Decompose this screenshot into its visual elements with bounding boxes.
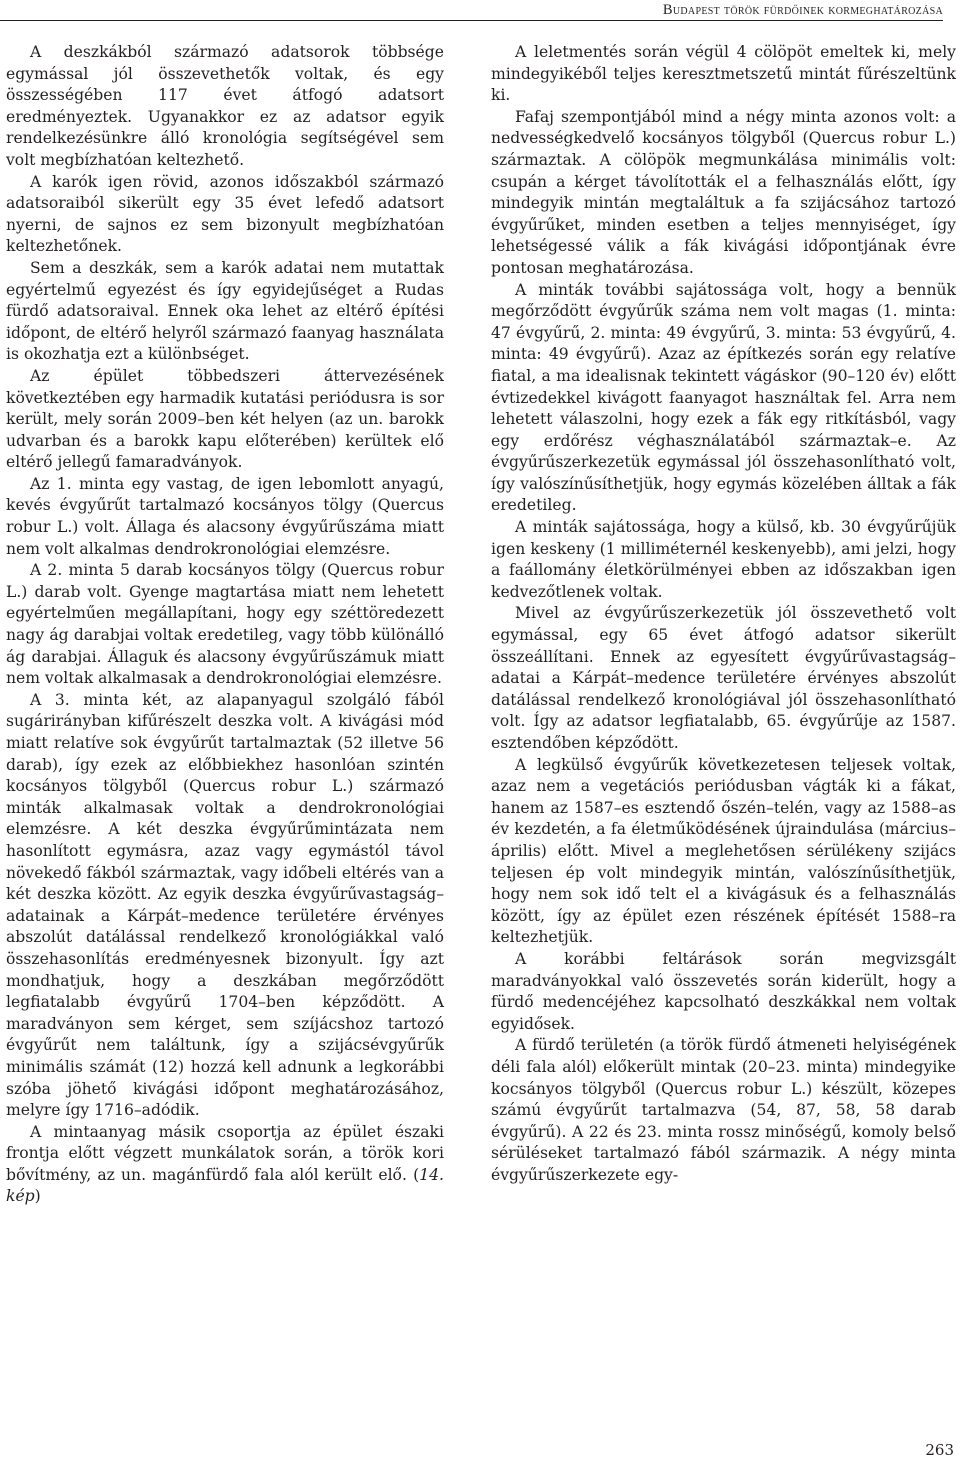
paragraph: A 2. minta 5 darab kocsányos tölgy (Quercus robur L.) darab volt. Gyenge magtartása miatt nem lehetett egyértelműen megállapítani, hogy egy széttöredezett nagy ág darabjai voltak eredetileg, vagy több különálló ág darabjai. Állaguk és alacsony évgyűrűszámuk miatt nem voltak alkalmasak a dendrokronológiai elemzésre.: [6, 561, 444, 688]
paragraph: Az 1. minta egy vastag, de igen lebomlott anyagú, kevés évgyűrűt tartalmazó kocsányos tölgy (Quercus robur L.) volt. Állaga és alacsony évgyűrűszáma miatt nem volt alkalmas dendrokronológiai elemzésre.: [6, 474, 444, 558]
paragraph: A fürdő területén (a török fürdő átmeneti helyiségének déli fala alól) előkerült mintak (20–23. minta) mindegyike kocsányos tölgyből (Quercus robur L.) készült, közepes számú évgyűrűt tartalmazva (54, 87, 58, 58 darab évgyűrű). A 22 és 23. minta rossz minőségű, komoly belső sérüléseket tartalmazó fából származik. A négy minta évgyűrűszerkezete egy-: [491, 1036, 956, 1184]
paragraph: A korábbi feltárások során megvizsgált maradványokkal való összevetés során kiderült, hogy a fürdő medencéjéhez kapcsolható deszkákkal nem voltak egyidősek.: [491, 949, 956, 1033]
right-column: [491, 42, 956, 1186]
paragraph: A karók igen rövid, azonos időszakból származó adatsoraiból sikerült egy 35 évet lefedő adatsort nyerni, de sajnos ez sem bizonyult megbízhatóan keltezhetőnek.: [6, 172, 444, 256]
paragraph: A minták további sajátossága volt, hogy a bennük megőrződött évgyűrűk száma nem volt magas (1. minta: 47 évgyűrű, 2. minta: 49 évgyűrű, 3. minta: 53 évgyűrű, 4. minta: 49 évgyűrű). Azaz az építkezés során egy relatíve fiatal, a ma idealisnak tekintett vágáskor (90–120 év) előtt évtizedekkel kivágott faanyagot használtak fel. Arra nem lehetett válaszolni, hogy ezek a fák egy ritkításból, vagy egy erdőrész véghasználatából származtak–e. Az évgyűrűszerkezetük egymással jól összehasonlítható volt, így valószínűsíthetjük, hogy egymás közelében álltak a fák eredetileg.: [491, 280, 956, 515]
paragraph: A deszkákból származó adatsorok többsége egymással jól összevethetők voltak, és egy összességében 117 évet átfogó adatsort eredményeztek. Ugyanakkor ez az adatsor egyik rendelkezésünkre álló kronológia segítségével sem volt megbízhatóan keltezhető.: [6, 43, 444, 169]
figure-ref-open: (: [413, 1165, 420, 1184]
running-title: Budapest török fürdőinek kormeghatározása: [662, 2, 943, 18]
running-header: [0, 2, 943, 21]
paragraph: A minták sajátossága, hogy a külső, kb. 30 évgyűrűjük igen keskeny (1 milliméternél keskenyebb), ami jelzi, hogy a faállomány életkörülményei ebben az időszakban igen kedvezőtlenek voltak.: [491, 518, 956, 601]
figure-ref-close: ): [34, 1187, 41, 1206]
paragraph-text: A mintaanyag másik csoportja az épület északi frontja előtt végzett munkálatok során, a török kori bővítmény, az un. magánfürdő fala alól került elő.: [6, 1122, 444, 1184]
paragraph-with-figure-ref: [6, 1122, 444, 1208]
paragraph: Az épület többedszeri áttervezésének következtében egy harmadik kutatási periódusra is sor került, mely során 2009–ben két helyen (az un. barokk udvarban és a barokk kapu előterében) kerültek elő eltérő jellegű famaradványok.: [6, 366, 444, 472]
paragraph: Fafaj szempontjából mind a négy minta azonos volt: a nedvességkedvelő kocsányos tölgyből (Quercus robur L.) származtak. A cölöpök megmunkálása minimális volt: csupán a kérget távolították el a felhasználás előtt, így mindegyik mintán megtaláltuk a fa szijácsához tartozó évgyűrűket, minden esetben a teljes mennyiséget, így lehetségessé válik a fák kivágási időpontjának évre pontosan meghatározása.: [491, 107, 956, 277]
figure-reference: 14. kép: [6, 1165, 444, 1206]
paragraph: A 3. minta két, az alapanyagul szolgáló fából sugárirányban kifűrészelt deszka volt. A kivágási mód miatt relatíve sok évgyűrűt tartalmaztak (52 illetve 56 darab), így ezek az előbbiekhez hasonlóan szintén kocsányos tölgyből (Quercus robur L.) származó minták alkalmasak voltak a dendrokronológiai elemzésre. A két deszka évgyűrűmintázata nem hasonlított egymásra, azaz vagy egymástól távol növekedő fákból származtak, vagy időbeli eltérés van a két deszka között. Az egyik deszka évgyűrűvastagság–adatainak a Kárpát–medence területére érvényes abszolút datálással rendelkező kronológiákkal való összehasonlítás eredményesnek bizonyult. Így azt mondhatjuk, hogy a deszkában megőrződött legfiatalabb évgyűrű 1704–ben képződött. A maradványon sem kérget, sem szíjácshoz tartozó évgyűrűt nem találtunk, így a szijácsévgyűrűk minimális számát (12) hozzá kell adnunk a legkorábbi szóba jöhető kivágási időpont meghatározásához, melyre így 1716–adódik.: [6, 690, 444, 1120]
paragraph: Mivel az évgyűrűszerkezetük jól összevethető volt egymással, egy 65 évet átfogó adatsor sikerült összeállítani. Ennek az egyesített évgyűrűvastagság–adatai a Kárpát–medence területére érvényes abszolút datálással rendelkező kronológiával jól összehasonlítható volt. Így az adatsor legfiatalabb, 65. évgyűrűje az 1587. esztendőben képződött.: [491, 604, 956, 752]
paragraph: A leletmentés során végül 4 cölöpöt emeltek ki, mely mindegyikéből teljes keresztmetszetű mintát fűrészeltünk ki.: [491, 43, 956, 105]
page-number: 263: [925, 1441, 954, 1459]
paragraph: Sem a deszkák, sem a karók adatai nem mutattak egyértelmű egyezést és így egyidejűséget a Rudas fürdő adatsoraival. Ennek oka lehet az eltérő építési időpont, de eltérő helyről származó faanyag használata is okozhatja ezt a különbséget.: [6, 258, 444, 364]
left-column: [6, 42, 444, 1208]
paragraph: A legkülső évgyűrűk következetesen teljesek voltak, azaz nem a vegetációs periódusban vágták ki a fákat, hanem az 1587–es esztendő őszén–telén, vagy az 1588–as év kezdetén, a fa életműködésének újraindulása (március–április) előtt. Mivel a meglehetősen sérülékeny szijács teljesen ép volt mindegyik mintán, valószínűsíthetjük, hogy nem sok idő telt el a kivágásuk és a felhasználás között, így az épület ezen részének építését 1588–ra keltezhetjük.: [491, 755, 956, 947]
